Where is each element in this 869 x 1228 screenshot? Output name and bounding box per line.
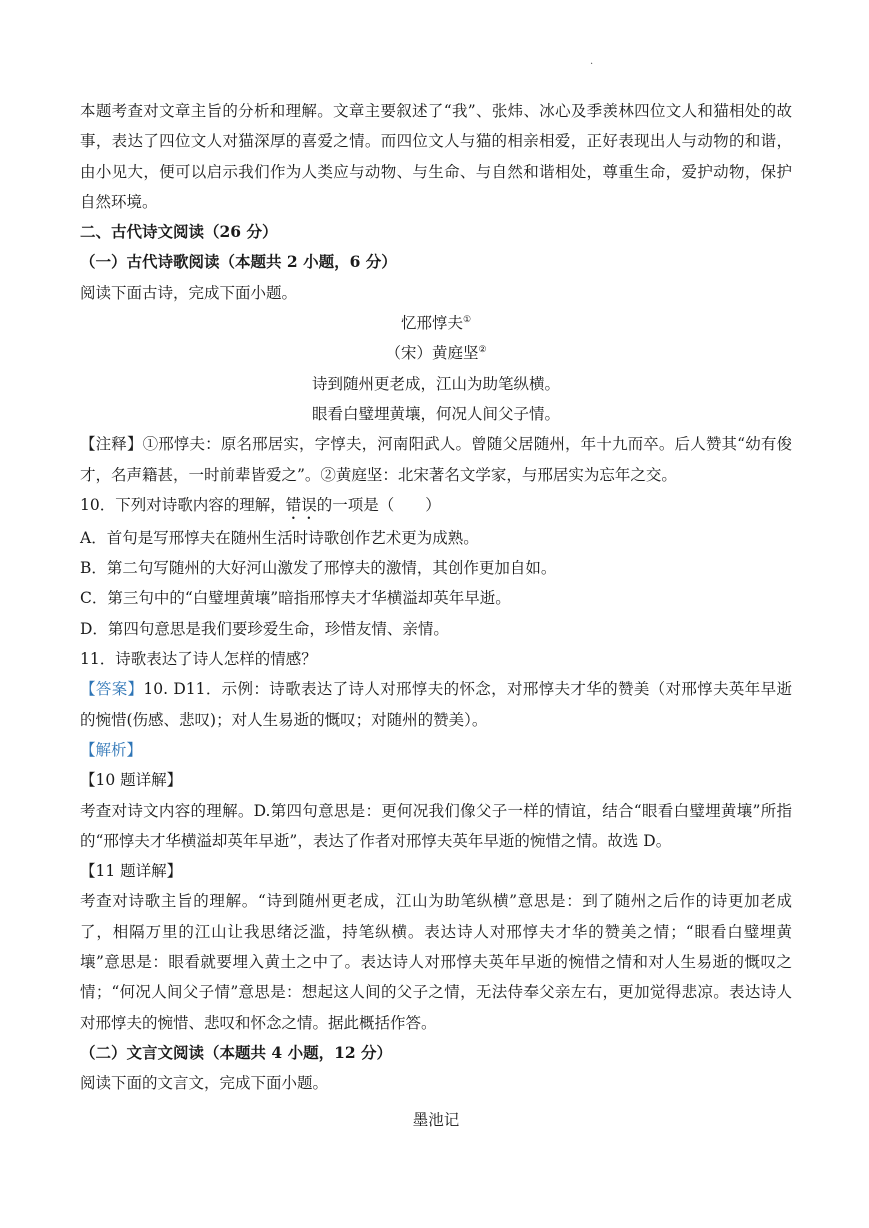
poem-author-text: （宋）黄庭坚 [385,344,479,363]
sub2-title: （二）文言文阅读（本题共 4 小题，12 分） [80,1042,393,1062]
q10-option-b: B．第二句写随州的大好河山激发了邢惇夫的激情，其创作更加自如。 [80,559,557,578]
sub1-title: （一）古代诗歌阅读（本题共 2 小题，6 分） [80,252,397,272]
poem-title [80,308,792,338]
q10-stem-before: 10．下列对诗歌内容的理解， [80,495,286,514]
document-page [80,96,792,1135]
poem-line: 诗到随州更老成，江山为助笔纵横。 [311,374,560,393]
sub1-instruction: 阅读下面古诗，完成下面小题。 [80,283,298,302]
q10-stem-emphasis: 错误 [285,495,317,514]
q10-option-a: A．首句是写邢惇夫在随州生活时诗歌创作艺术更为成熟。 [80,528,479,547]
detail11-text: 考查对诗歌主旨的理解。“诗到随州更老成，江山为助笔纵横”意思是：到了随州之后作的诗更加老成了，相隔万里的江山让我思绪泛滥，持笔纵横。表达诗人对邢惇夫才华的赞美之情；“眼看白璧埋黄壤”意思是：眼看就要埋入黄土之中了。表达诗人对邢惇夫英年早逝的惋惜之情和对人生易逝的慨叹之情；“何况人间父子情”意思是：想起这人间的父子之情，无法侍奉父亲左右，更加觉得悲凉。表达诗人对邢惇夫的惋惜、悲叹和怀念之情。据此概括作答。 [80,892,792,1032]
sub2-instruction: 阅读下面的文言文，完成下面小题。 [80,1074,329,1093]
q10-stem-after: 的一项是（ ） [316,495,441,514]
q10-option-d: D．第四句意思是我们要珍爱生命，珍惜友情、亲情。 [80,619,449,638]
poem-title-text: 忆邢惇夫 [400,314,463,333]
section2-title: 二、古代诗文阅读（26 分） [80,222,278,242]
answer-block [80,674,792,735]
poem-line: 眼看白璧埋黄壤，何况人间父子情。 [311,404,560,423]
poem-title-note-mark: ① [462,314,472,325]
analysis-label: 【解析】 [80,740,143,759]
detail11-title: 【11 题详解】 [80,862,183,881]
intro-paragraph: 本题考查对文章主旨的分析和理解。文章主要叙述了“我”、张炜、冰心及季羡林四位文人和猫相处的故事，表达了四位文人对猫深厚的喜爱之情。而四位文人与猫的相亲相爱，正好表现出人与动物的和谐，由小见大，便可以启示我们作为人类应与动物、与生命、与自然和谐相处，尊重生命，爱护动物，保护自然环境。 [80,102,792,211]
poem-note: 【注释】①邢惇夫：原名邢居实，字惇夫，河南阳武人。曾随父居随州，年十九而卒。后人赞其“幼有俊才，名声籍甚，一时前辈皆爱之”。②黄庭坚：北宋著名文学家，与邢居实为忘年之交。 [80,435,792,484]
poem-author [80,338,792,368]
answer-label: 【答案】 [80,680,144,699]
q10-option-c: C．第三句中的“白璧埋黄壤”暗指邢惇夫才华横溢却英年早逝。 [80,589,511,608]
question-11-stem: 11．诗歌表达了诗人怎样的情感？ [80,650,317,669]
corner-mark: . [590,56,594,67]
poem-author-note-mark: ② [478,345,487,356]
prose-title: 墨池记 [412,1110,460,1129]
answer-text: 10. D11．示例：诗歌表达了诗人对邢惇夫的怀念，对邢惇夫才华的赞美（对邢惇夫英年早逝的惋惜(伤感、悲叹)；对人生易逝的慨叹；对随州的赞美）。 [80,680,792,729]
detail10-title: 【10 题详解】 [80,771,183,790]
question-10-stem [80,490,792,523]
detail10-text: 考查对诗文内容的理解。D.第四句意思是：更何况我们像父子一样的情谊，结合“眼看白璧埋黄壤”所指的“邢惇夫才华横溢却英年早逝”，表达了作者对邢惇夫英年早逝的惋惜之情。故选 D。 [80,801,792,850]
